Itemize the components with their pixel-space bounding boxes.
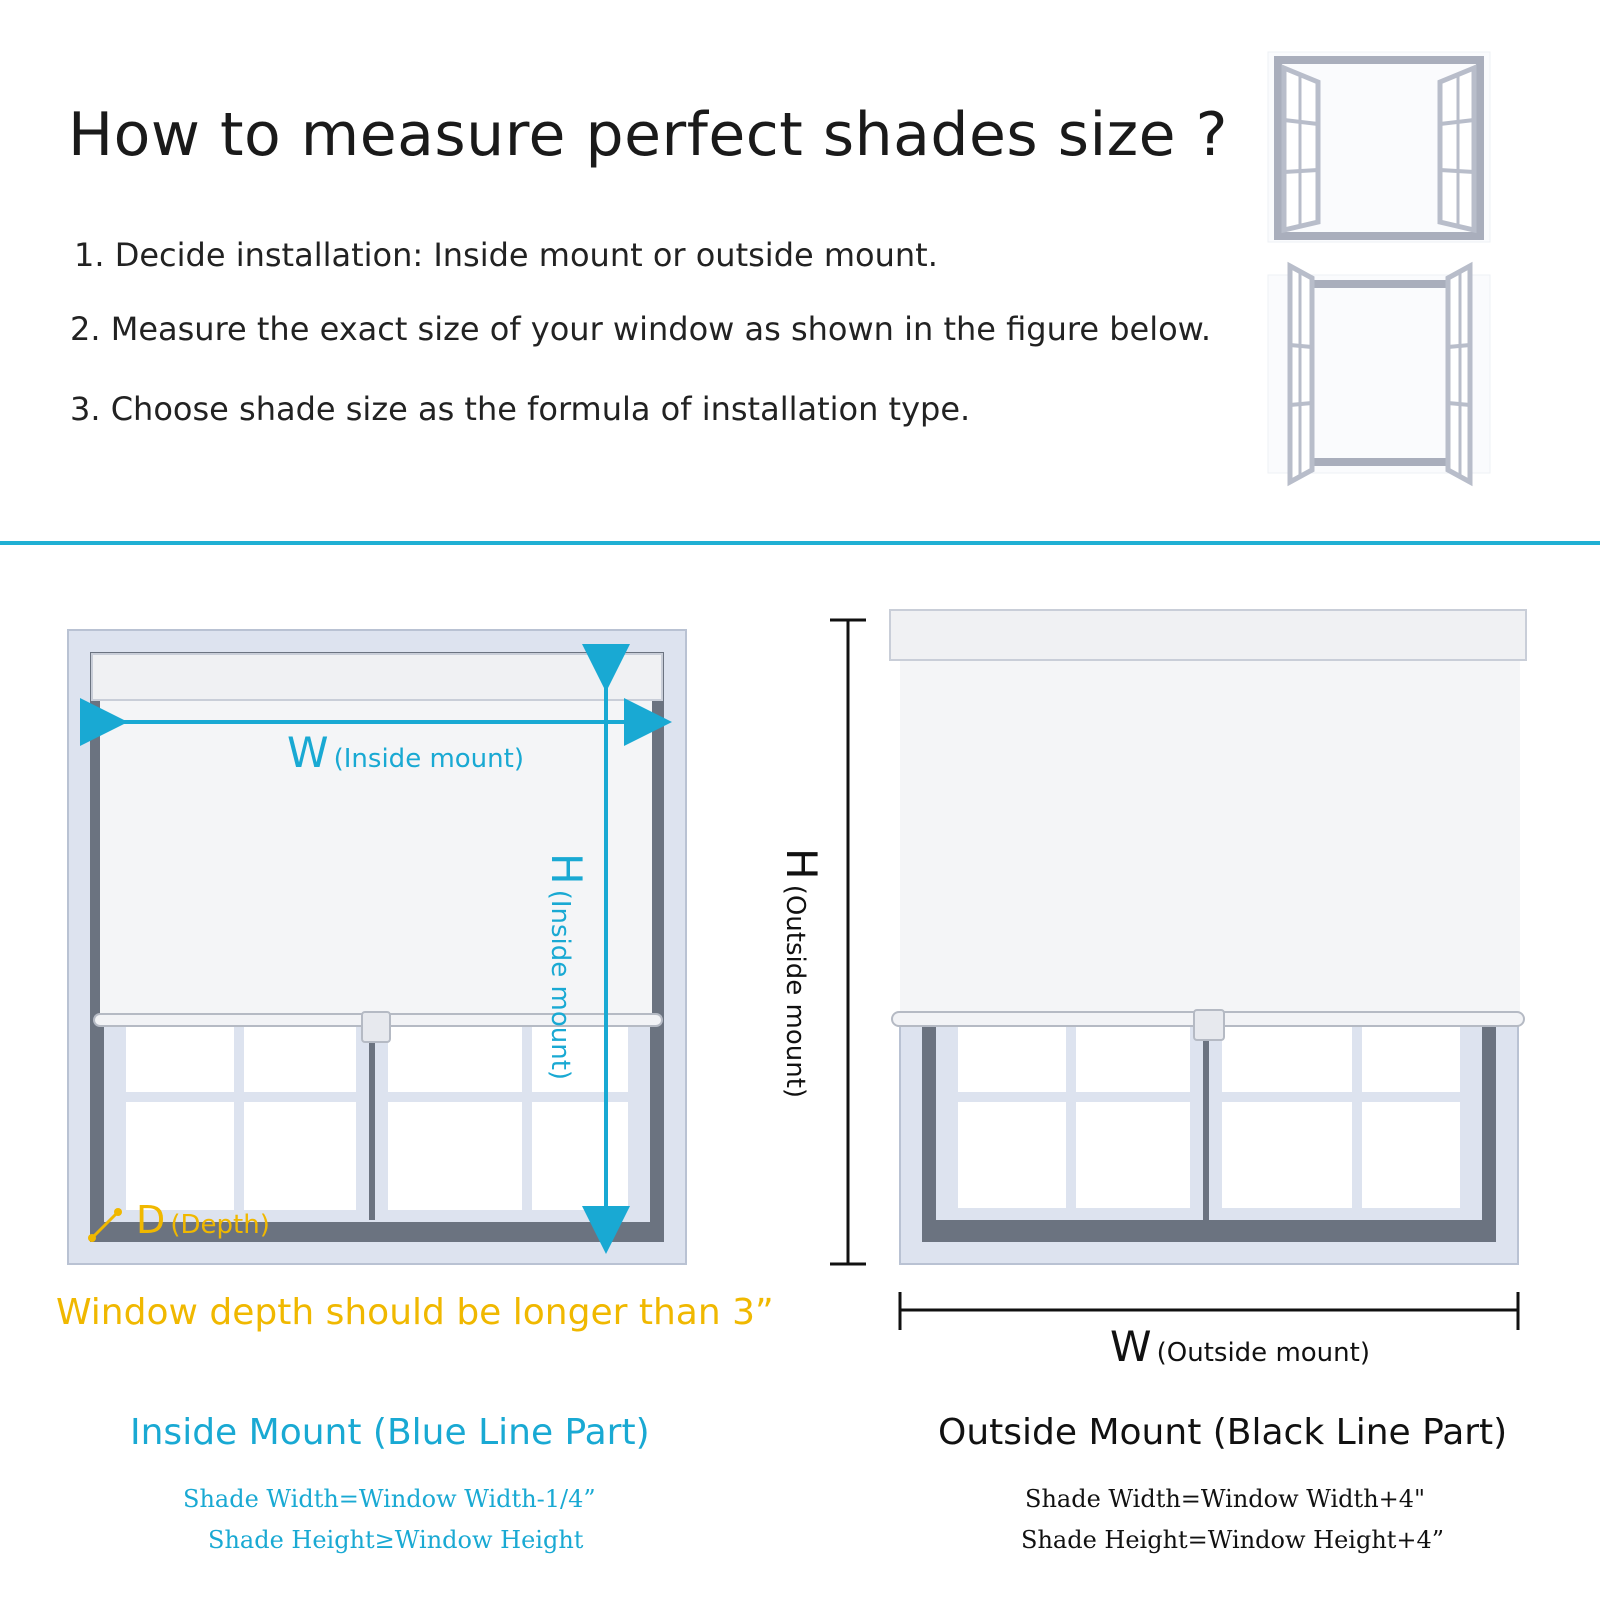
inside-mount-window — [68, 630, 686, 1264]
outside-mount-window — [830, 610, 1526, 1330]
window-icon-outside — [1268, 266, 1490, 482]
depth-label — [136, 1198, 270, 1242]
outside-height-label — [777, 848, 826, 1098]
inside-mount-title: Inside Mount (Blue Line Part) — [130, 1412, 650, 1453]
inside-formula-width: Shade Width=Window Width-1/4” — [183, 1485, 596, 1513]
inside-height-label — [542, 853, 591, 1080]
inside-width-note: (Inside mount) — [333, 744, 524, 774]
outside-formula-width: Shade Width=Window Width+4" — [1025, 1485, 1426, 1513]
inside-height-note: (Inside mount) — [545, 889, 575, 1081]
inside-formula-height: Shade Height≥Window Height — [208, 1526, 584, 1554]
step-2: 2. Measure the exact size of your window as shown in the figure below. — [70, 310, 1212, 348]
outside-height-note: (Outside mount) — [780, 884, 810, 1099]
step-1: 1. Decide installation: Inside mount or outside mount. — [74, 236, 938, 274]
page-title: How to measure perfect shades size ? — [68, 100, 1228, 170]
step-3: 3. Choose shade size as the formula of installation type. — [70, 390, 971, 428]
outside-mount-title: Outside Mount (Black Line Part) — [938, 1412, 1508, 1453]
depth-requirement: Window depth should be longer than 3” — [56, 1292, 774, 1333]
outside-width-label — [1110, 1322, 1370, 1371]
outside-height-letter: H — [777, 848, 826, 880]
inside-width-label — [287, 728, 524, 777]
depth-note: (Depth) — [170, 1210, 270, 1240]
depth-letter: D — [136, 1198, 166, 1242]
inside-width-letter: W — [287, 728, 329, 777]
outside-width-note: (Outside mount) — [1156, 1338, 1370, 1368]
outside-formula-height: Shade Height=Window Height+4” — [1021, 1526, 1445, 1554]
outside-width-letter: W — [1110, 1322, 1152, 1371]
inside-height-letter: H — [542, 853, 591, 885]
window-icon-inside — [1268, 52, 1490, 242]
